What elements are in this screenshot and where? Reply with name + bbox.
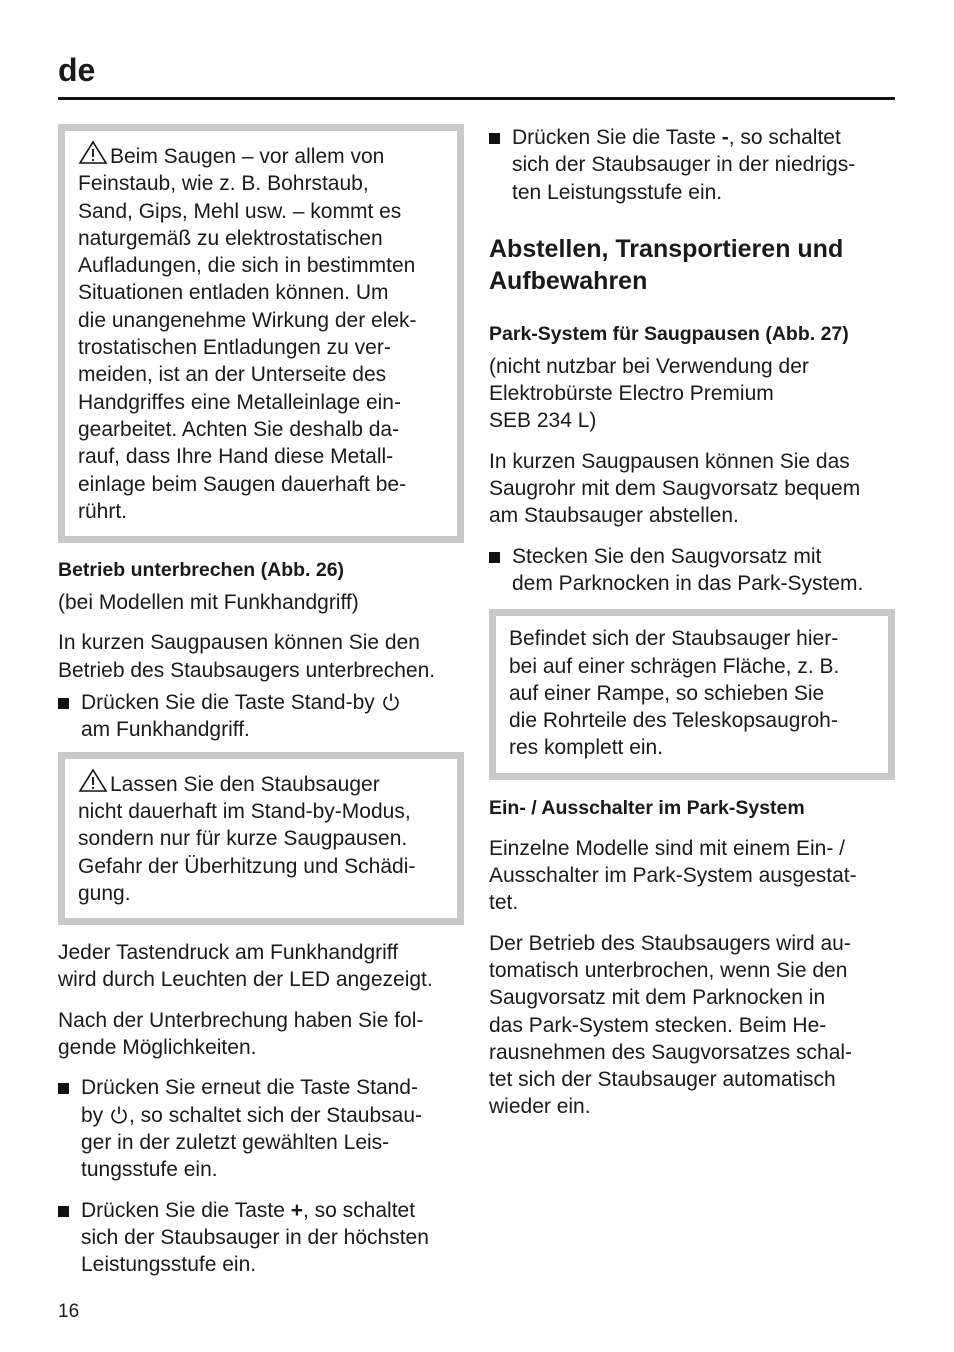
paragraph-line: Nach der Unterbrechung haben Sie fol-	[58, 1008, 424, 1032]
warning-line: Feinstaub, wie z. B. Bohrstaub,	[78, 172, 369, 196]
list-item-line: tungsstufe ein.	[81, 1158, 218, 1182]
list-item-line: Drücken Sie erneut die Taste Stand-	[81, 1076, 418, 1100]
paragraph-line: tomatisch unterbrochen, wenn Sie den	[489, 958, 848, 982]
paragraph	[58, 939, 468, 994]
list-item-line	[512, 124, 899, 151]
note-line: auf einer Rampe, so schieben Sie	[509, 681, 825, 705]
paragraph-line: (nicht nutzbar bei Verwendung der	[489, 354, 809, 378]
bullet-square-icon	[489, 133, 500, 144]
list-item-line: ten Leistungsstufe ein.	[512, 180, 723, 204]
paragraph-line: Einzelne Modelle sind mit einem Ein- /	[489, 836, 845, 860]
note-line: die Rohrteile des Teleskopsaugroh-	[509, 709, 838, 733]
list-item-text: , so schaltet	[303, 1198, 416, 1222]
list-item	[58, 1197, 468, 1279]
section-heading-park: Park-System für Saugpausen (Abb. 27)	[489, 322, 849, 345]
paragraph	[489, 930, 899, 1121]
paragraph-line: In kurzen Saugpausen können Sie den	[58, 631, 420, 655]
paragraph	[489, 353, 899, 435]
list-item-line: ger in der zuletzt gewählten Leis-	[81, 1130, 390, 1154]
paragraph-line: In kurzen Saugpausen können Sie das	[489, 449, 850, 473]
paragraph-line: SEB 234 L)	[489, 409, 597, 433]
paragraph	[58, 629, 468, 684]
warning-line: Situationen entladen können. Um	[78, 281, 389, 305]
list-item-line: dem Parknocken in das Park-System.	[512, 571, 864, 595]
list-item-text: by	[81, 1103, 110, 1127]
warning-triangle-icon	[78, 140, 108, 165]
warning-line: Handgriffes eine Metalleinlage ein-	[78, 390, 401, 414]
warning-line: nicht dauerhaft im Stand-by-Modus,	[78, 799, 411, 823]
list-item-line: sich der Staubsauger in der niedrigs-	[512, 153, 856, 177]
paragraph-line: wird durch Leuchten der LED angezeigt.	[58, 968, 433, 992]
section-title-line: Abstellen, Transportieren und	[489, 234, 844, 263]
paragraph-line: tet.	[489, 891, 519, 915]
warning-triangle-icon	[78, 768, 108, 793]
list-item-text: Drücken Sie die Taste	[512, 126, 722, 149]
list-item-line	[81, 1102, 468, 1129]
note-line: res komplett ein.	[509, 736, 664, 760]
paragraph-line: Saugrohr mit dem Saugvorsatz bequem	[489, 477, 861, 501]
paragraph-line: Elektrobürste Electro Premium	[489, 382, 774, 406]
warning-line: trostatischen Entladungen zu ver-	[78, 336, 391, 360]
paragraph-line: das Park-System stecken. Beim He-	[489, 1013, 827, 1037]
paragraph	[489, 835, 899, 917]
warning-text: Lassen Sie den Staubsauger	[110, 772, 380, 796]
paragraph-line: Der Betrieb des Staubsaugers wird au-	[489, 931, 851, 955]
power-standby-icon	[109, 1105, 129, 1125]
list-item	[58, 1074, 468, 1183]
paragraph	[58, 1007, 468, 1062]
list-item-text: Drücken Sie die Taste Stand-by	[81, 691, 381, 715]
paragraph-line: Ausschalter im Park-System ausgestat-	[489, 864, 857, 888]
section-title	[489, 233, 899, 297]
list-item-text: Drücken Sie die Taste	[81, 1198, 291, 1222]
warning-line: meiden, ist an der Unterseite des	[78, 363, 387, 387]
warning-line: die unangenehme Wirkung der elek-	[78, 308, 417, 332]
section-heading-switch: Ein- / Ausschalter im Park-System	[489, 796, 805, 819]
bullet-square-icon	[489, 552, 500, 563]
list-item-text: , so schaltet sich der Staubsau-	[129, 1103, 423, 1127]
warning-line: Aufladungen, die sich in bestimmten	[78, 254, 416, 278]
paragraph-line: am Staubsauger abstellen.	[489, 504, 739, 528]
language-label: de	[58, 52, 96, 88]
section-heading-pause: Betrieb unterbrechen (Abb. 26)	[58, 559, 345, 582]
warning-line	[78, 140, 444, 170]
warning-line	[78, 768, 444, 798]
warning-box-electrostatic	[58, 124, 464, 543]
paragraph-line: Jeder Tastendruck am Funkhandgriff	[58, 941, 399, 965]
warning-line: Sand, Gips, Mehl usw. – kommt es	[78, 199, 402, 223]
warning-line: gearbeitet. Achten Sie deshalb da-	[78, 417, 400, 441]
list-item	[489, 543, 899, 598]
list-item	[58, 689, 468, 744]
model-note: (bei Modellen mit Funkhandgriff)	[58, 591, 359, 615]
note-line: Befindet sich der Staubsauger hier-	[509, 627, 839, 651]
paragraph-line: Betrieb des Staubsaugers unterbrechen.	[58, 658, 436, 682]
warning-line: einlage beim Saugen dauerhaft be-	[78, 472, 407, 496]
plus-key-label: +	[290, 1198, 303, 1222]
paragraph-line: gende Möglichkeiten.	[58, 1036, 257, 1060]
bullet-square-icon	[58, 1206, 69, 1217]
list-item-line: sich der Staubsauger in der höchsten	[81, 1225, 429, 1249]
list-item-line: am Funkhandgriff.	[81, 718, 250, 742]
warning-line: rührt.	[78, 499, 128, 523]
warning-text: Beim Saugen – vor allem von	[110, 145, 385, 168]
left-column	[58, 124, 468, 1278]
minus-key-label: -	[721, 126, 729, 149]
paragraph-line: rausnehmen des Saugvorsatzes schal-	[489, 1040, 853, 1064]
warning-box-standby	[58, 752, 464, 925]
note-line: bei auf einer schrägen Fläche, z. B.	[509, 654, 840, 678]
paragraph-line: wieder ein.	[489, 1095, 591, 1119]
right-column	[489, 124, 899, 1121]
list-item-text: , so schaltet	[728, 126, 841, 149]
list-item-line	[81, 689, 468, 716]
list-item-line	[81, 1197, 468, 1224]
warning-line: gung.	[78, 881, 131, 905]
page-number: 16	[58, 1301, 80, 1322]
header-rule	[58, 97, 895, 100]
list-item-line: Stecken Sie den Saugvorsatz mit	[512, 544, 822, 568]
warning-line: rauf, dass Ihre Hand diese Metall-	[78, 445, 394, 469]
paragraph-line: tet sich der Staubsauger automatisch	[489, 1068, 836, 1092]
note-box-ramp	[489, 609, 895, 779]
warning-line: naturgemäß zu elektrostatischen	[78, 226, 383, 250]
bullet-square-icon	[58, 1083, 69, 1094]
bullet-square-icon	[58, 698, 69, 709]
list-item-line: Leistungsstufe ein.	[81, 1253, 257, 1277]
warning-line: sondern nur für kurze Saugpausen.	[78, 827, 408, 851]
paragraph	[489, 448, 899, 530]
warning-line: Gefahr der Überhitzung und Schädi-	[78, 854, 416, 878]
list-item	[489, 124, 899, 206]
section-title-line: Aufbewahren	[489, 266, 648, 295]
paragraph-line: Saugvorsatz mit dem Parknocken in	[489, 986, 826, 1010]
power-standby-icon	[381, 692, 401, 712]
